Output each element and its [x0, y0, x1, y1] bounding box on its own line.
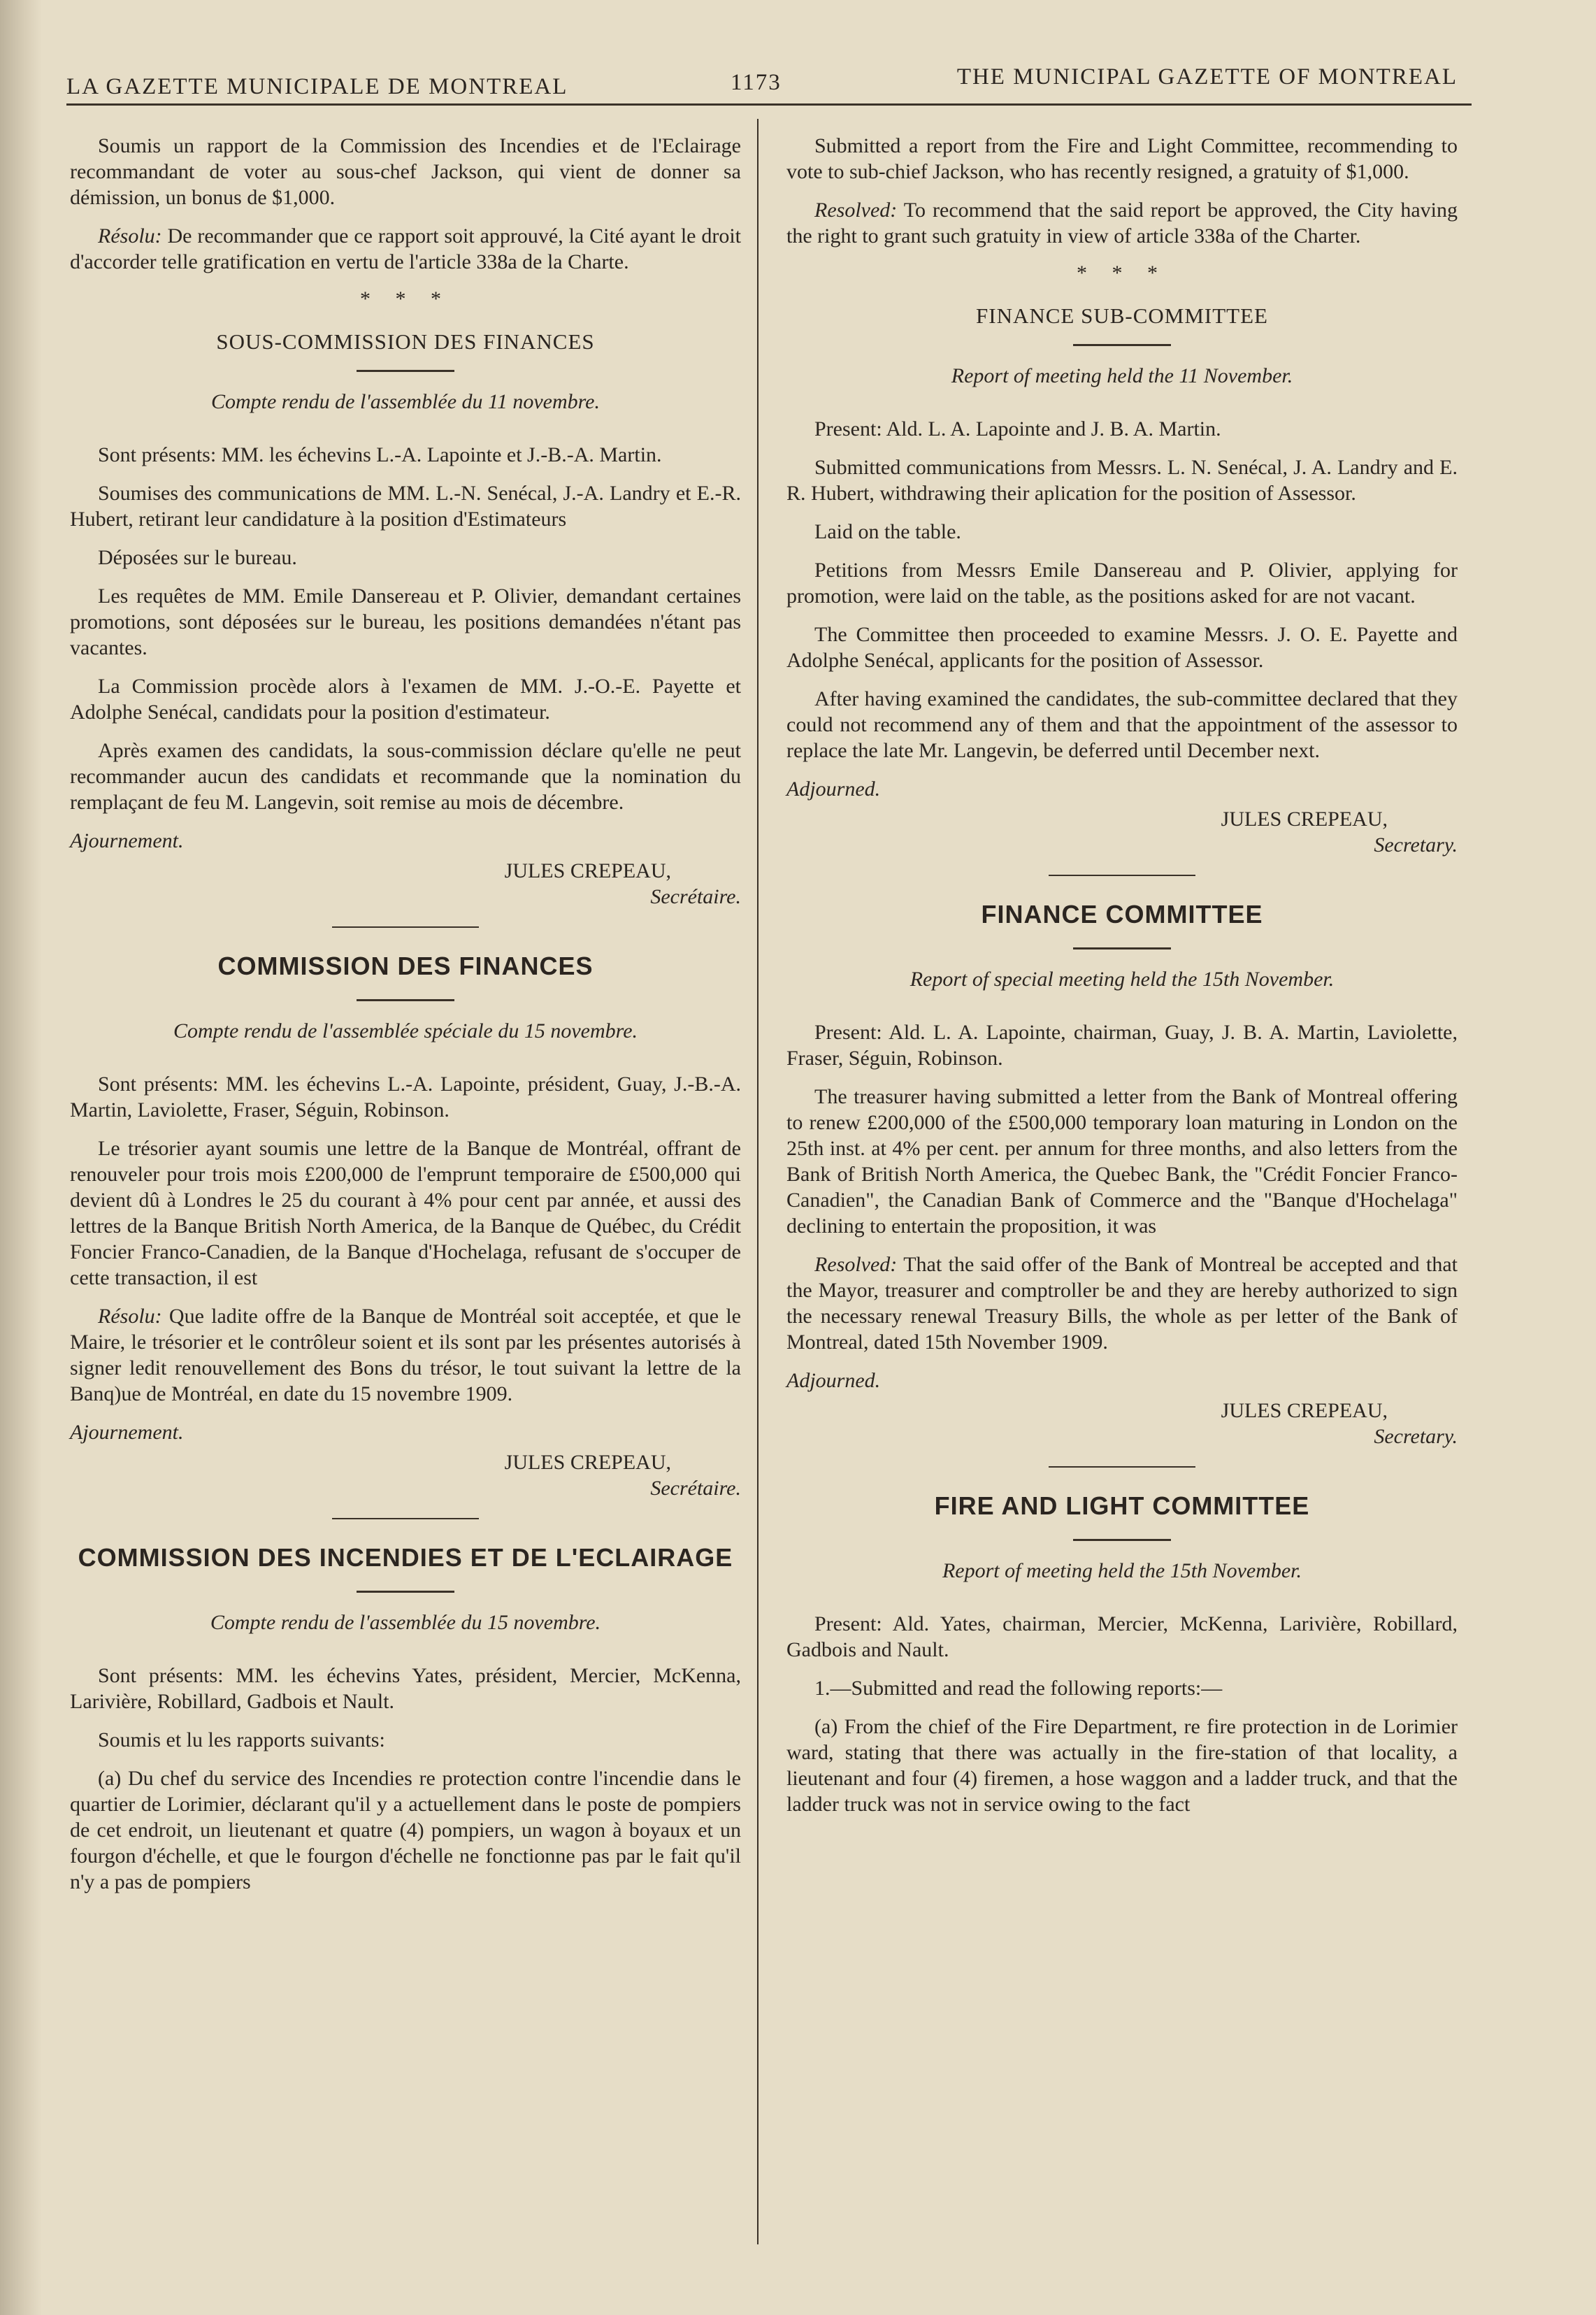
fr-subcommittee-signature [70, 858, 741, 910]
en-subcommittee-adjourn: Adjourned. [786, 777, 881, 801]
fr-fire-present: Sont présents: MM. les échevins Yates, président, Mercier, McKenna, Larivière, Robillard, Gadbois et Nault. [70, 1664, 741, 1713]
fr-finance-rule [357, 999, 454, 1001]
en-finance-resolution-label: Resolved: [814, 1253, 898, 1276]
fr-finance-minute: Compte rendu de l'assemblée spéciale du 15 novembre. [173, 1019, 638, 1042]
en-finance-present: Present: Ald. L. A. Lapointe, chairman, Guay, J. B. A. Martin, Laviolette, Fraser, Séguin, Robinson. [786, 1021, 1458, 1070]
en-section-stars: * * * [1077, 261, 1167, 285]
en-top-resolution [786, 197, 1458, 249]
page-binding-shadow [0, 0, 42, 2315]
header-english-title: THE MUNICIPAL GAZETTE OF MONTREAL [956, 64, 1458, 89]
en-subcommittee-rule [1073, 344, 1171, 346]
fr-finance-resolution-text: Que ladite offre de la Banque de Montréal soit acceptée, et que le Maire, le trésorier et le contrôleur soient et ils sont par les présentes autorisés à signer ledit renouvellement des Bons du trésor, le tout suivant la lettre de la Banq)ue de Montréal, en date du 15 novembre 1909. [70, 1305, 741, 1405]
en-top-resolution-label: Resolved: [814, 199, 898, 222]
fr-top-resolution-label: Résolu: [98, 224, 162, 248]
column-divider [757, 119, 759, 2244]
page-number: 1173 [731, 70, 782, 95]
en-finance-treasurer: The treasurer having submitted a letter from the Bank of Montreal offering to renew £200,000 of the £500,000 temporary loan maturing in London on the 25th inst. at 4% per cent. per annum for three months, and also letters from the Bank of British North America, the Quebec Bank, the "Crédit Foncier Franco-Canadien", the Canadian Bank of Commerce and the "Banque d'Hochelaga" declining to entertain the proposition, it was [786, 1085, 1458, 1238]
fr-subcommittee-rule [357, 370, 454, 372]
fr-subcommittee-present: Sont présents: MM. les échevins L.-A. Lapointe et J.-B.-A. Martin. [98, 443, 662, 466]
fr-top-resolution-text: De recommander que ce rapport soit approuvé, la Cité ayant le droit d'accorder telle gratification en vertu de l'article 338a de la Charte. [70, 224, 741, 273]
fr-fire-submitted: Soumis et lu les rapports suivants: [98, 1728, 385, 1751]
en-finance-adjourn: Adjourned. [786, 1369, 881, 1392]
header-french-title: LA GAZETTE MUNICIPALE DE MONTREAL [66, 74, 568, 99]
en-finance-signature [786, 1398, 1458, 1449]
en-section-divider-1 [1049, 875, 1195, 876]
fr-subcommittee-deposited: Déposées sur le bureau. [98, 546, 297, 569]
fr-fire-minute: Compte rendu de l'assemblée du 15 novembre. [210, 1611, 601, 1634]
fr-subcommittee-sig-role: Secrétaire. [650, 885, 741, 908]
fr-subcommittee-title: SOUS-COMMISSION DES FINANCES [216, 329, 595, 354]
french-column [70, 133, 741, 1907]
en-subcommittee-present: Present: Ald. L. A. Lapointe and J. B. A. Martin. [814, 417, 1221, 440]
en-fire-minute: Report of meeting held the 15th November. [942, 1559, 1302, 1582]
fr-finance-resolution-label: Résolu: [98, 1305, 162, 1328]
en-section-divider-2 [1049, 1466, 1195, 1468]
fr-finance-sig-role: Secrétaire. [650, 1477, 741, 1500]
fr-subcommittee-requests: Les requêtes de MM. Emile Dansereau et P. Olivier, demandant certaines promotions, sont déposées sur le bureau, les positions demandées n'étant pas vacantes. [70, 585, 741, 659]
fr-finance-signature [70, 1449, 741, 1501]
en-top-resolution-text: To recommend that the said report be approved, the City having the right to grant such gratuity in view of article 338a of the Charter. [786, 199, 1458, 248]
en-fire-title: FIRE AND LIGHT COMMITTEE [934, 1491, 1310, 1520]
en-fire-submitted: 1.—Submitted and read the following reports:— [814, 1677, 1223, 1700]
en-subcommittee-petitions: Petitions from Messrs Emile Dansereau and P. Olivier, applying for promotion, were laid on the table, as the positions asked for are not vacant. [786, 559, 1458, 608]
fr-section-stars: * * * [360, 287, 451, 310]
fr-top-paragraph: Soumis un rapport de la Commission des Incendies et de l'Eclairage recommandant de voter au sous-chef Jackson, qui vient de donner sa démission, un bonus de $1,000. [70, 134, 741, 209]
fr-finance-treasurer: Le trésorier ayant soumis une lettre de la Banque de Montréal, offrant de renouveler pour trois mois £200,000 de l'emprunt temporaire de £500,000 qui devient dû à Londres le 25 du courant à 4% pour cent par année, et aussi des lettres de la Banque British North America, de la Banque de Québec, du Crédit Foncier Franco-Canadien, de la Banque d'Hochelaga, refusant de s'occuper de cette transaction, il est [70, 1137, 741, 1289]
en-subcommittee-examination: The Committee then proceeded to examine Messrs. J. O. E. Payette and Adolphe Senécal, applicants for the position of Assessor. [786, 623, 1458, 672]
en-finance-resolution-text: That the said offer of the Bank of Montreal be accepted and that the Mayor, treasurer and comptroller be and they are hereby authorized to sign the necessary renewal Treasury Bills, the whole as per letter of the Bank of Montreal, dated 15th November 1909. [786, 1253, 1458, 1354]
header-rule [66, 103, 1472, 106]
english-column [786, 133, 1458, 1830]
en-subcommittee-title: FINANCE SUB-COMMITTEE [976, 303, 1268, 328]
fr-top-resolution [70, 223, 741, 275]
fr-finance-resolution [70, 1303, 741, 1407]
fr-section-divider-2 [332, 1518, 479, 1519]
fr-finance-adjourn: Ajournement. [70, 1421, 184, 1444]
fr-subcommittee-examination: La Commission procède alors à l'examen de MM. J.-O.-E. Payette et Adolphe Senécal, candidats pour la position d'estimateur. [70, 675, 741, 724]
fr-finance-present: Sont présents: MM. les échevins L.-A. Lapointe, président, Guay, J.-B.-A. Martin, Laviolette, Fraser, Séguin, Robinson. [70, 1073, 741, 1121]
en-subcommittee-sig-name: JULES CREPEAU, [1221, 808, 1388, 831]
en-subcommittee-minute: Report of meeting held the 11 November. [951, 364, 1293, 387]
fr-section-divider-1 [332, 926, 479, 928]
en-subcommittee-decision: After having examined the candidates, the sub-committee declared that they could not recommend any of them and that the appointment of the assessor to replace the late Mr. Langevin, be deferred until December next. [786, 687, 1458, 762]
en-subcommittee-laid: Laid on the table. [814, 520, 961, 543]
en-fire-rule [1073, 1539, 1171, 1541]
en-subcommittee-communications: Submitted communications from Messrs. L. N. Senécal, J. A. Landry and E. R. Hubert, withdrawing their aplication for the position of Assessor. [786, 456, 1458, 505]
page-header [66, 64, 1472, 106]
en-subcommittee-sig-role: Secretary. [1374, 833, 1458, 857]
en-subcommittee-signature [786, 806, 1458, 858]
en-finance-title: FINANCE COMMITTEE [981, 900, 1263, 929]
fr-subcommittee-communications: Soumises des communications de MM. L.-N. Senécal, J.-A. Landry et E.-R. Hubert, retirant leur candidature à la position d'Estimateurs [70, 482, 741, 531]
fr-fire-rule [357, 1591, 454, 1593]
en-finance-resolution [786, 1252, 1458, 1355]
fr-fire-report-a: (a) Du chef du service des Incendies re protection contre l'incendie dans le quartier de Lorimier, déclarant qu'il y a actuellement dans le poste de pompiers de cet endroit, un lieutenant et quatre (4) pompiers, un wagon à boyaux et un fourgon d'échelle, et que le fourgon d'échelle ne fonctionne pas par le fait qu'il n'y a pas de pompiers [70, 1767, 741, 1893]
fr-subcommittee-sig-name: JULES CREPEAU, [504, 859, 671, 882]
en-finance-minute: Report of special meeting held the 15th November. [910, 968, 1335, 991]
en-finance-sig-role: Secretary. [1374, 1425, 1458, 1448]
en-top-paragraph: Submitted a report from the Fire and Light Committee, recommending to vote to sub-chief Jackson, who has recently resigned, a gratuity of $1,000. [786, 134, 1458, 183]
fr-subcommittee-decision: Après examen des candidats, la sous-commission déclare qu'elle ne peut recommander aucun des candidats et recommande que la nomination du remplaçant de feu M. Langevin, soit remise au mois de décembre. [70, 739, 741, 814]
en-fire-report-a: (a) From the chief of the Fire Department, re fire protection in de Lorimier ward, stating that there was actually in the fire-station of that locality, a lieutenant and four (4) firemen, a hose waggon and a ladder truck, and that the ladder truck was not in service owing to the fact [786, 1715, 1458, 1816]
fr-subcommittee-minute: Compte rendu de l'assemblée du 11 novembre. [210, 390, 600, 413]
en-finance-rule [1073, 947, 1171, 949]
fr-finance-sig-name: JULES CREPEAU, [504, 1451, 671, 1474]
en-finance-sig-name: JULES CREPEAU, [1221, 1399, 1388, 1422]
fr-fire-title: COMMISSION DES INCENDIES ET DE L'ECLAIRAGE [78, 1543, 733, 1572]
en-fire-present: Present: Ald. Yates, chairman, Mercier, McKenna, Larivière, Robillard, Gadbois and Nault. [786, 1612, 1458, 1661]
fr-subcommittee-adjourn: Ajournement. [70, 829, 184, 852]
fr-finance-title: COMMISSION DES FINANCES [217, 952, 594, 980]
